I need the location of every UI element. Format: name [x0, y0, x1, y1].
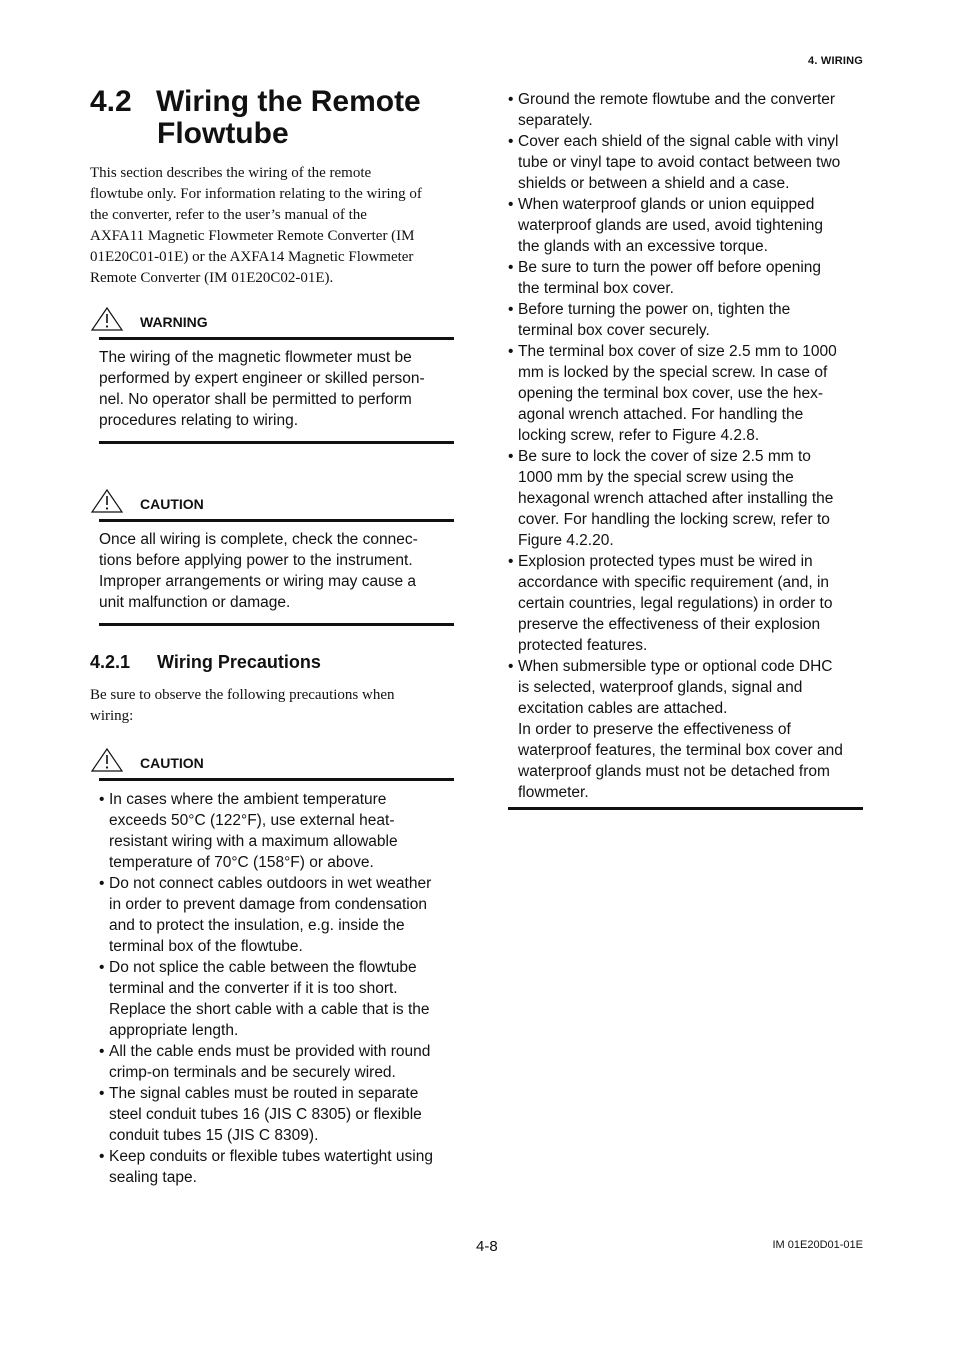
caution2-top-rule — [99, 778, 454, 781]
list-item-line: Explosion protected types must be wired in — [518, 553, 813, 570]
list-item-line: Do not splice the cable between the flowtube — [109, 959, 417, 976]
list-item-line: Ground the remote flowtube and the converter — [518, 91, 836, 108]
warning-heading — [90, 306, 454, 336]
bullet: • — [99, 1148, 105, 1165]
list-item-line: All the cable ends must be provided with round — [109, 1043, 431, 1060]
caution-triangle-icon — [90, 488, 124, 514]
list-item-line: preserve the effectiveness of their explosion — [518, 616, 821, 633]
intro-line: flowtube only. For information relating to the wiring of — [90, 186, 422, 202]
warning-bottom-rule — [99, 441, 454, 444]
list-item — [508, 299, 868, 341]
list-item-line: the terminal box cover. — [518, 280, 674, 297]
section-title-line1: Wiring the Remote — [156, 85, 421, 118]
caution-line: Improper arrangements or wiring may cause a — [99, 573, 417, 590]
list-item-line: In order to preserve the effectiveness of — [518, 721, 791, 738]
running-header: 4. WIRING — [808, 55, 863, 67]
warning-body — [99, 347, 454, 431]
section-title — [90, 86, 470, 150]
caution2-triangle-icon — [90, 747, 124, 773]
bullet: • — [99, 875, 105, 892]
list-item — [508, 131, 868, 194]
bullet: • — [508, 658, 514, 675]
list-item — [508, 341, 868, 446]
list-item-line: temperature of 70°C (158°F) or above. — [109, 854, 374, 871]
list-item-line: terminal box of the flowtube. — [109, 938, 303, 955]
bullet: • — [508, 301, 514, 318]
list-item — [99, 873, 459, 957]
caution-body — [99, 529, 454, 613]
list-item-line: terminal box cover securely. — [518, 322, 710, 339]
list-item-line: hexagonal wrench attached after installing the — [518, 490, 834, 507]
bullet: • — [508, 259, 514, 276]
page-number: 4-8 — [476, 1238, 498, 1255]
subsection-intro — [90, 685, 456, 727]
intro-line: the converter, refer to the user’s manual of the — [90, 207, 367, 223]
bullet: • — [508, 448, 514, 465]
list-item-line: the glands with an excessive torque. — [518, 238, 768, 255]
list-item-line: and to protect the insulation, e.g. inside the — [109, 917, 405, 934]
list-item-line: shields or between a shield and a case. — [518, 175, 790, 192]
intro-line: This section describes the wiring of the remote — [90, 165, 372, 181]
list-item-line: When submersible type or optional code DHC — [518, 658, 833, 675]
warning-line: nel. No operator shall be permitted to perform — [99, 391, 412, 408]
bullet: • — [508, 196, 514, 213]
intro-line: Remote Converter (IM 01E20C02-01E). — [90, 270, 334, 286]
bullet: • — [99, 791, 105, 808]
list-item-line: exceeds 50°C (122°F), use external heat- — [109, 812, 395, 829]
list-item-line: 1000 mm by the special screw using the — [518, 469, 794, 486]
list-item — [99, 1083, 459, 1146]
bullet: • — [99, 1085, 105, 1102]
list-item — [508, 89, 868, 131]
list-item — [99, 1041, 459, 1083]
list-item-line: flowmeter. — [518, 784, 589, 801]
caution2-list — [99, 789, 459, 1188]
list-item-line: waterproof glands are used, avoid tightening — [518, 217, 824, 234]
list-item — [508, 656, 868, 803]
list-item-line: In cases where the ambient temperature — [109, 791, 387, 808]
caution-bottom-rule — [99, 623, 454, 626]
list-item-line: steel conduit tubes 16 (JIS C 8305) or flexible — [109, 1106, 422, 1123]
caution-line: Once all wiring is complete, check the connec- — [99, 531, 418, 548]
caution2-label: CAUTION — [140, 755, 204, 771]
list-item-line: waterproof features, the terminal box cover and — [518, 742, 843, 759]
caution-top-rule — [99, 519, 454, 522]
document-id: IM 01E20D01-01E — [772, 1239, 863, 1251]
warning-line: procedures relating to wiring. — [99, 412, 299, 429]
list-item-line: Be sure to lock the cover of size 2.5 mm to — [518, 448, 811, 465]
warning-triangle-icon — [90, 306, 124, 332]
list-item-line: When waterproof glands or union equipped — [518, 196, 815, 213]
caution-line: unit malfunction or damage. — [99, 594, 291, 611]
list-item-line: agonal wrench attached. For handling the — [518, 406, 804, 423]
caution-heading — [90, 488, 454, 518]
list-item-line: Figure 4.2.20. — [518, 532, 614, 549]
caution2-bottom-rule — [508, 807, 863, 810]
list-item-line: Keep conduits or flexible tubes watertight using — [109, 1148, 433, 1165]
bullet: • — [508, 91, 514, 108]
list-item-line: conduit tubes 15 (JIS C 8309). — [109, 1127, 319, 1144]
list-item-line: The terminal box cover of size 2.5 mm to 1000 — [518, 343, 837, 360]
warning-top-rule — [99, 337, 454, 340]
intro-line: AXFA11 Magnetic Flowmeter Remote Converter (IM — [90, 228, 415, 244]
subsection-number: 4.2.1 — [90, 652, 131, 672]
list-item-line: Do not connect cables outdoors in wet weather — [109, 875, 432, 892]
warning-line: The wiring of the magnetic flowmeter must be — [99, 349, 412, 366]
list-item-line: Replace the short cable with a cable that is the — [109, 1001, 430, 1018]
list-item — [508, 194, 868, 257]
subsection-title — [90, 652, 321, 673]
list-item — [99, 1146, 459, 1188]
list-item-line: is selected, waterproof glands, signal and — [518, 679, 803, 696]
list-item-line: crimp-on terminals and be securely wired. — [109, 1064, 396, 1081]
list-item-line: Before turning the power on, tighten the — [518, 301, 791, 318]
list-item-line: cover. For handling the locking screw, refer to — [518, 511, 830, 528]
subsection-intro-line: Be sure to observe the following precautions when — [90, 687, 395, 703]
intro-paragraph — [90, 163, 456, 289]
list-item-line: terminal and the converter if it is too short. — [109, 980, 398, 997]
list-item — [508, 551, 868, 656]
bullet: • — [508, 133, 514, 150]
warning-line: performed by expert engineer or skilled person- — [99, 370, 425, 387]
caution-label: CAUTION — [140, 496, 204, 512]
list-item — [508, 446, 868, 551]
list-item-line: accordance with specific requirement (and, in — [518, 574, 830, 591]
list-item — [508, 257, 868, 299]
list-item-line: separately. — [518, 112, 593, 129]
list-item-line: Cover each shield of the signal cable with vinyl — [518, 133, 839, 150]
bullet: • — [508, 343, 514, 360]
right-caution-list — [508, 89, 868, 803]
list-item-line: Be sure to turn the power off before opening — [518, 259, 822, 276]
list-item — [99, 957, 459, 1041]
section-number: 4.2 — [90, 85, 132, 118]
bullet: • — [508, 553, 514, 570]
list-item-line: certain countries, legal regulations) in order to — [518, 595, 833, 612]
list-item-line: excitation cables are attached. — [518, 700, 728, 717]
list-item-line: opening the terminal box cover, use the hex- — [518, 385, 824, 402]
list-item-line: tube or vinyl tape to avoid contact between two — [518, 154, 841, 171]
intro-line: 01E20C01-01E) or the AXFA14 Magnetic Flowmeter — [90, 249, 414, 265]
list-item-line: mm is locked by the special screw. In case of — [518, 364, 828, 381]
subsection-intro-line: wiring: — [90, 708, 134, 724]
list-item-line: in order to prevent damage from condensation — [109, 896, 427, 913]
bullet: • — [99, 959, 105, 976]
section-title-line2: Flowtube — [157, 117, 289, 150]
list-item-line: locking screw, refer to Figure 4.2.8. — [518, 427, 760, 444]
list-item-line: waterproof glands must not be detached from — [518, 763, 830, 780]
caution-line: tions before applying power to the instrument. — [99, 552, 413, 569]
list-item-line: protected features. — [518, 637, 648, 654]
list-item-line: resistant wiring with a maximum allowable — [109, 833, 398, 850]
list-item-line: appropriate length. — [109, 1022, 239, 1039]
list-item — [99, 789, 459, 873]
list-item-line: sealing tape. — [109, 1169, 197, 1186]
list-item-line: The signal cables must be routed in separate — [109, 1085, 419, 1102]
bullet: • — [99, 1043, 105, 1060]
caution2-heading — [90, 747, 454, 777]
subsection-title-text: Wiring Precautions — [157, 652, 321, 672]
warning-label: WARNING — [140, 314, 208, 330]
